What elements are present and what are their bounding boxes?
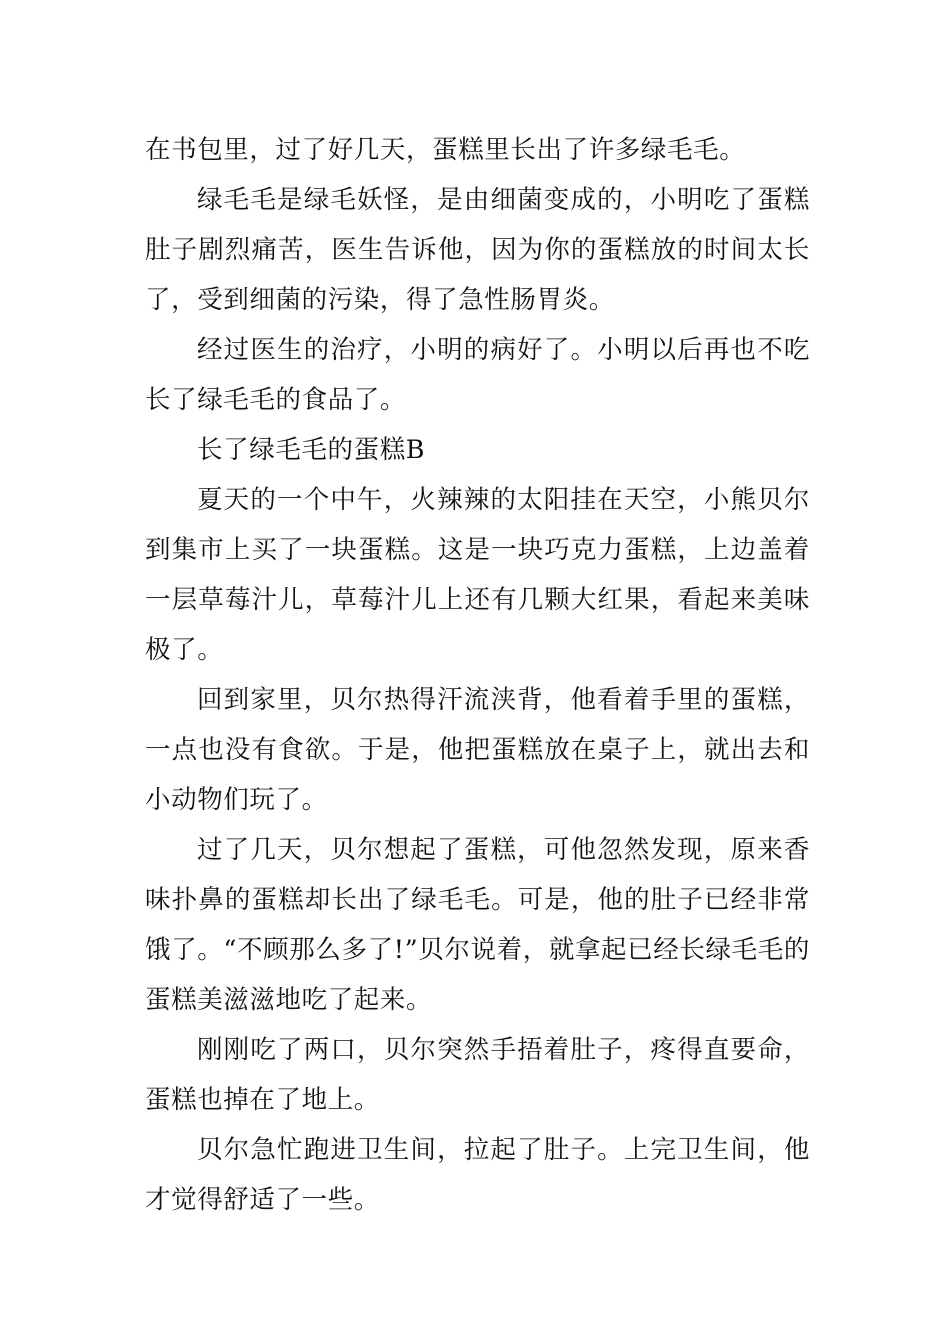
paragraph: 过了几天，贝尔想起了蛋糕，可他忽然发现，原来香味扑鼻的蛋糕却长出了绿毛毛。可是，他的肚子已经非常饿了。“不顾那么多了!”贝尔说着，就拿起已经长绿毛毛的蛋糕美滋滋地吃了起来。: [145, 835, 810, 1015]
paragraph: 夏天的一个中午，火辣辣的太阳挂在天空，小熊贝尔到集市上买了一块蛋糕。这是一块巧克力蛋糕，上边盖着一层草莓汁儿，草莓汁儿上还有几颗大红果，看起来美味极了。: [145, 485, 810, 665]
paragraph: 贝尔急忙跑进卫生间，拉起了肚子。上完卫生间，他才觉得舒适了一些。: [145, 1135, 810, 1215]
paragraph: 绿毛毛是绿毛妖怪，是由细菌变成的，小明吃了蛋糕肚子剧烈痛苦，医生告诉他，因为你的蛋糕放的时间太长了，受到细菌的污染，得了急性肠胃炎。: [145, 185, 810, 315]
paragraph-continuation: 在书包里，过了好几天，蛋糕里长出了许多绿毛毛。: [145, 135, 746, 165]
section-heading: 长了绿毛毛的蛋糕B: [197, 435, 426, 465]
document-body: [145, 125, 810, 1225]
paragraph: 回到家里，贝尔热得汗流浃背，他看着手里的蛋糕，一点也没有食欲。于是，他把蛋糕放在桌子上，就出去和小动物们玩了。: [145, 685, 810, 815]
paragraph: 刚刚吃了两口，贝尔突然手捂着肚子，疼得直要命，蛋糕也掉在了地上。: [145, 1035, 810, 1115]
paragraph: 经过医生的治疗，小明的病好了。小明以后再也不吃长了绿毛毛的食品了。: [145, 335, 810, 415]
